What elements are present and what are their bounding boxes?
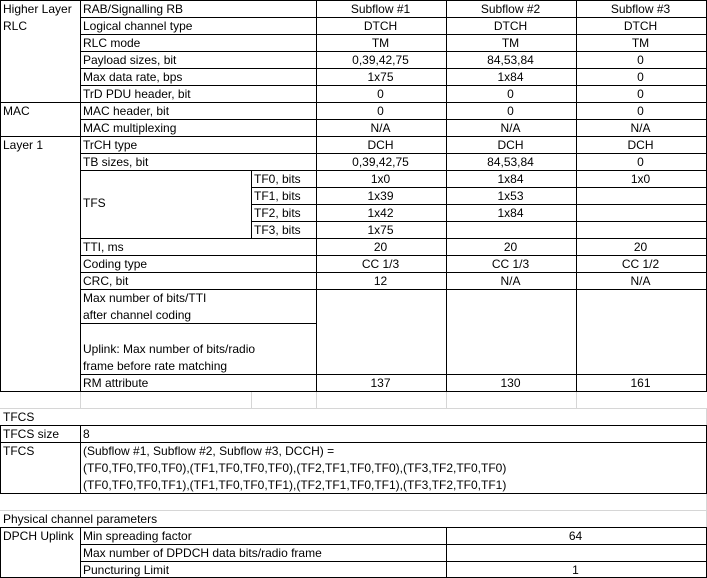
row-label[interactable]: CRC, bit: [83, 274, 129, 288]
row-label[interactable]: TB sizes, bit: [83, 155, 149, 169]
row-value-subflow-3[interactable]: TM: [631, 36, 650, 50]
tfcs-size-label[interactable]: TFCS size: [3, 427, 60, 441]
max-bits-tti-label[interactable]: after channel coding: [83, 308, 192, 322]
row-value-subflow-1[interactable]: 1x75: [367, 70, 394, 84]
row-value-subflow-2[interactable]: 0: [507, 104, 514, 118]
row-label[interactable]: Coding type: [83, 257, 148, 271]
tfs-value-subflow-1[interactable]: 1x75: [367, 223, 394, 237]
header-subflow-1[interactable]: Subflow #1: [350, 2, 411, 16]
tfs-row-label[interactable]: TF3, bits: [254, 223, 301, 237]
tfs-value-subflow-3[interactable]: [576, 188, 705, 204]
row-value-subflow-3[interactable]: 0: [637, 87, 644, 101]
tfs-row-label[interactable]: TF1, bits: [254, 189, 301, 203]
rm-attribute-label[interactable]: RM attribute: [83, 376, 149, 390]
tfs-value-subflow-2[interactable]: 1x84: [497, 206, 524, 220]
row-value-subflow-2[interactable]: N/A: [500, 121, 521, 135]
physical-param-value[interactable]: 1: [572, 563, 579, 577]
row-label[interactable]: TrD PDU header, bit: [83, 87, 191, 101]
section-rlc[interactable]: RLC: [3, 19, 28, 33]
row-value-subflow-1[interactable]: 20: [373, 240, 388, 254]
row-value-subflow-3[interactable]: DCH: [627, 138, 654, 152]
grid-line: [251, 170, 252, 239]
row-label[interactable]: RLC mode: [83, 36, 141, 50]
row-value-subflow-1[interactable]: DTCH: [363, 19, 398, 33]
section-tfs[interactable]: TFS: [83, 196, 106, 210]
row-value-subflow-1[interactable]: DCH: [367, 138, 394, 152]
tfs-value-subflow-2[interactable]: 1x53: [497, 189, 524, 203]
header-higher-layer[interactable]: Higher Layer: [3, 2, 72, 16]
row-value-subflow-3[interactable]: DTCH: [623, 19, 658, 33]
physical-channel-title[interactable]: Physical channel parameters: [3, 512, 158, 526]
grid-line: [251, 391, 252, 409]
row-value-subflow-2[interactable]: DTCH: [493, 19, 528, 33]
row-value-subflow-2[interactable]: N/A: [500, 274, 521, 288]
row-value-subflow-2[interactable]: 0: [507, 87, 514, 101]
row-value-subflow-1[interactable]: 0: [377, 104, 384, 118]
tfs-value-subflow-2[interactable]: 1x84: [497, 172, 524, 186]
tfcs-size-value[interactable]: 8: [83, 427, 90, 441]
row-value-subflow-3[interactable]: 20: [633, 240, 648, 254]
row-value-subflow-3[interactable]: 0: [637, 104, 644, 118]
grid-line: [576, 391, 577, 409]
tfs-row-label[interactable]: TF0, bits: [254, 172, 301, 186]
section-layer-1[interactable]: Layer 1: [3, 138, 44, 152]
grid-line: [80, 425, 81, 494]
physical-param-label[interactable]: Puncturing Limit: [83, 563, 170, 577]
max-bits-tti-label[interactable]: Max number of bits/TTI: [83, 291, 207, 305]
rm-attribute-subflow-2[interactable]: 130: [500, 376, 521, 390]
row-value-subflow-1[interactable]: 0,39,42,75: [352, 53, 409, 67]
physical-param-value[interactable]: 64: [568, 529, 583, 543]
tfs-value-subflow-3[interactable]: [576, 222, 705, 238]
header-subflow-2[interactable]: Subflow #2: [480, 2, 541, 16]
row-value-subflow-2[interactable]: CC 1/3: [491, 257, 530, 271]
row-value-subflow-3[interactable]: N/A: [630, 274, 651, 288]
tfs-value-subflow-2[interactable]: [446, 222, 575, 238]
grid-line: [0, 0, 1, 392]
physical-param-value[interactable]: [446, 545, 705, 561]
row-label[interactable]: MAC header, bit: [83, 104, 170, 118]
row-value-subflow-3[interactable]: 0: [637, 155, 644, 169]
row-value-subflow-1[interactable]: 12: [373, 274, 388, 288]
tfs-row-label[interactable]: TF2, bits: [254, 206, 301, 220]
tfcs-line[interactable]: (Subflow #1, Subflow #2, Subflow #3, DCCH) =: [83, 444, 335, 458]
physical-param-label[interactable]: Max number of DPDCH data bits/radio frame: [83, 546, 322, 560]
row-value-subflow-3[interactable]: 0: [637, 53, 644, 67]
tfs-value-subflow-1[interactable]: 1x0: [370, 172, 391, 186]
row-value-subflow-3[interactable]: N/A: [630, 121, 651, 135]
grid-line: [316, 391, 317, 409]
row-label[interactable]: Payload sizes, bit: [83, 53, 177, 67]
dpch-uplink-label[interactable]: DPCH Uplink: [3, 529, 74, 543]
grid-line: [80, 323, 317, 324]
tfs-value-subflow-3[interactable]: 1x0: [630, 172, 651, 186]
row-label[interactable]: Max data rate, bps: [83, 70, 183, 84]
tfcs-line[interactable]: (TF0,TF0,TF0,TF1),(TF1,TF0,TF0,TF1),(TF2,TF1,TF0,TF1),(TF3,TF2,TF0,TF1): [83, 478, 507, 492]
row-value-subflow-1[interactable]: N/A: [370, 121, 391, 135]
header-subflow-3[interactable]: Subflow #3: [610, 2, 671, 16]
row-label[interactable]: TTI, ms: [83, 240, 124, 254]
grid-line: [0, 425, 1, 494]
grid-line: [0, 493, 707, 494]
header-rab-signalling-rb[interactable]: RAB/Signalling RB: [83, 2, 184, 16]
grid-line: [80, 527, 81, 578]
row-label[interactable]: Logical channel type: [83, 19, 193, 33]
row-value-subflow-3[interactable]: 0: [637, 70, 644, 84]
row-label[interactable]: MAC multiplexing: [83, 121, 177, 135]
row-value-subflow-2[interactable]: 84,53,84: [487, 53, 534, 67]
tfcs-title[interactable]: TFCS: [3, 410, 35, 424]
tfs-value-subflow-1[interactable]: 1x42: [367, 206, 394, 220]
row-value-subflow-1[interactable]: 0: [377, 87, 384, 101]
row-value-subflow-1[interactable]: TM: [371, 36, 390, 50]
tfcs-line[interactable]: (TF0,TF0,TF0,TF0),(TF1,TF0,TF0,TF0),(TF2,TF1,TF0,TF0),(TF3,TF2,TF0,TF0): [83, 461, 507, 475]
rm-attribute-subflow-1[interactable]: 137: [370, 376, 391, 390]
section-mac[interactable]: MAC: [3, 104, 30, 118]
uplink-max-bits-label[interactable]: frame before rate matching: [83, 359, 228, 373]
grid-line: [0, 527, 1, 578]
row-value-subflow-2[interactable]: 84,53,84: [487, 155, 534, 169]
row-label[interactable]: TrCH type: [83, 138, 138, 152]
grid-line: [80, 391, 81, 409]
grid-line: [80, 0, 81, 392]
row-value-subflow-2[interactable]: DCH: [497, 138, 524, 152]
grid-line: [446, 391, 447, 409]
uplink-max-bits-label[interactable]: Uplink: Max number of bits/radio: [83, 342, 256, 356]
tfs-value-subflow-3[interactable]: [576, 205, 705, 221]
tfcs-label[interactable]: TFCS: [3, 444, 35, 458]
row-value-subflow-2[interactable]: 1x84: [497, 70, 524, 84]
row-value-subflow-2[interactable]: TM: [501, 36, 520, 50]
row-value-subflow-3[interactable]: CC 1/2: [621, 257, 660, 271]
row-value-subflow-1[interactable]: 0,39,42,75: [352, 155, 409, 169]
rm-attribute-subflow-3[interactable]: 161: [630, 376, 651, 390]
grid-line: [0, 391, 707, 392]
row-value-subflow-1[interactable]: CC 1/3: [361, 257, 400, 271]
physical-param-label[interactable]: Min spreading factor: [83, 529, 192, 543]
tfs-value-subflow-1[interactable]: 1x39: [367, 189, 394, 203]
row-value-subflow-2[interactable]: 20: [503, 240, 518, 254]
